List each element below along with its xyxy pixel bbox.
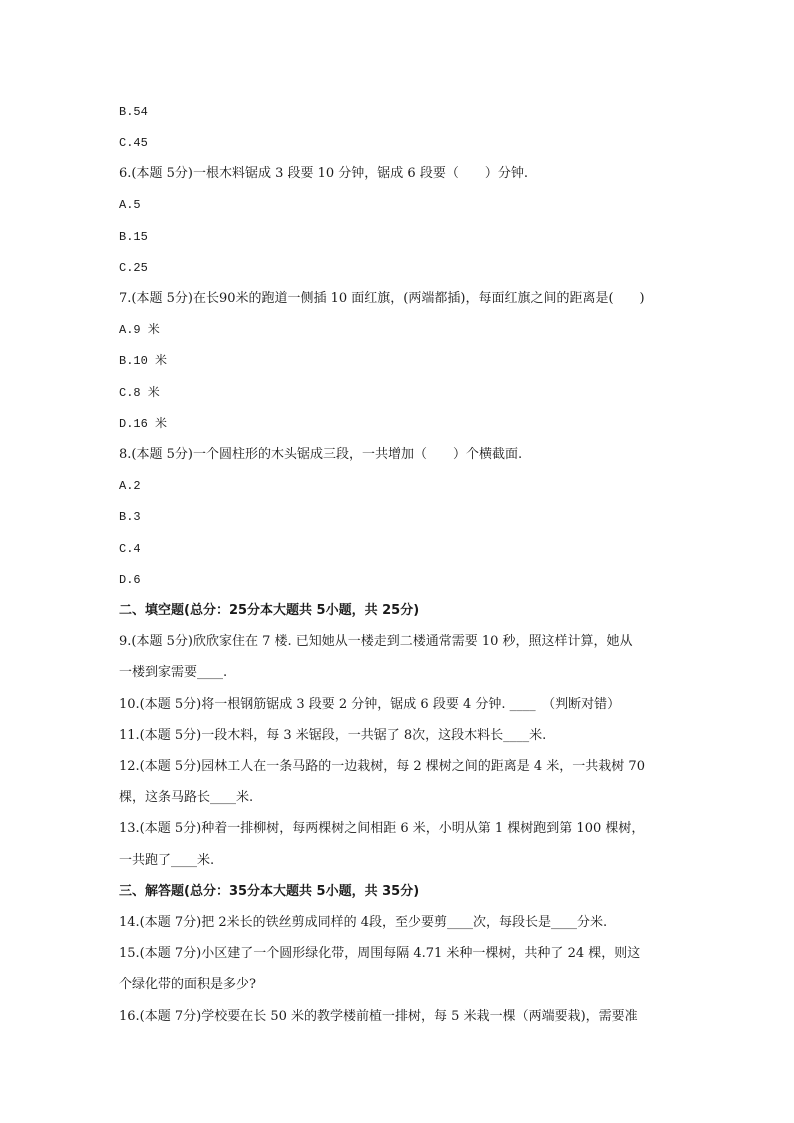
option-5b: B.54 <box>119 105 148 119</box>
option-7d: D.16 米 <box>119 417 168 431</box>
question-8: 8.(本题 5分)一个圆柱形的木头锯成三段，一共增加（ ）个横截面. <box>119 447 523 462</box>
question-13-cont: 一共跑了____米. <box>119 853 215 868</box>
question-11: 11.(本题 5分)一段木料，每 3 米锯段，一共锯了 8次，这段木料长____米. <box>119 728 547 743</box>
question-14: 14.(本题 7分)把 2米长的铁丝剪成同样的 4段，至少要剪____次，每段长是____分米. <box>119 915 608 930</box>
option-8a: A.2 <box>119 479 141 493</box>
option-5c: C.45 <box>119 136 148 150</box>
question-16: 16.(本题 7分)学校要在长 50 米的教学楼前植一排树，每 5 米栽一棵（两端要栽)，需要准 <box>119 1009 638 1024</box>
question-10: 10.(本题 5分)将一根钢筋锯成 3 段要 2 分钟，锯成 6 段要 4 分钟. ____ （判断对错） <box>119 697 621 712</box>
option-8c: C.4 <box>119 542 141 556</box>
question-9-cont: 一楼到家需要____. <box>119 665 228 680</box>
option-6b: B.15 <box>119 230 148 244</box>
question-13: 13.(本题 5分)种着一排柳树，每两棵树之间相距 6 米，小明从第 1 棵树跑到第 100 棵树， <box>119 821 645 836</box>
section-heading-fill-in: 二、填空题(总分：25分本大题共 5小题，共 25分) <box>119 603 420 618</box>
option-8b: B.3 <box>119 510 141 524</box>
option-7b: B.10 米 <box>119 354 168 368</box>
option-7a: A.9 米 <box>119 323 160 337</box>
question-15-cont: 个绿化带的面积是多少? <box>119 977 256 992</box>
option-6c: C.25 <box>119 261 148 275</box>
question-9: 9.(本题 5分)欣欣家住在 7 楼. 已知她从一楼走到二楼通常需要 10 秒，照这样计算，她从 <box>119 634 633 649</box>
question-12: 12.(本题 5分)园林工人在一条马路的一边栽树，每 2 棵树之间的距离是 4 米，一共栽树 70 <box>119 759 645 774</box>
question-7: 7.(本题 5分)在长90米的跑道一侧插 10 面红旗，(两端都插)，每面红旗之间的距离是( ) <box>119 291 645 306</box>
section-heading-solve: 三、解答题(总分：35分本大题共 5小题，共 35分) <box>119 884 420 899</box>
question-12-cont: 棵，这条马路长____米. <box>119 790 254 805</box>
option-7c: C.8 米 <box>119 386 160 400</box>
question-6: 6.(本题 5分)一根木料锯成 3 段要 10 分钟，锯成 6 段要（ ）分钟. <box>119 166 528 181</box>
option-8d: D.6 <box>119 573 141 587</box>
option-6a: A.5 <box>119 198 141 212</box>
question-15: 15.(本题 7分)小区建了一个圆形绿化带，周围每隔 4.71 米种一棵树，共种了 24 棵，则这 <box>119 946 641 961</box>
